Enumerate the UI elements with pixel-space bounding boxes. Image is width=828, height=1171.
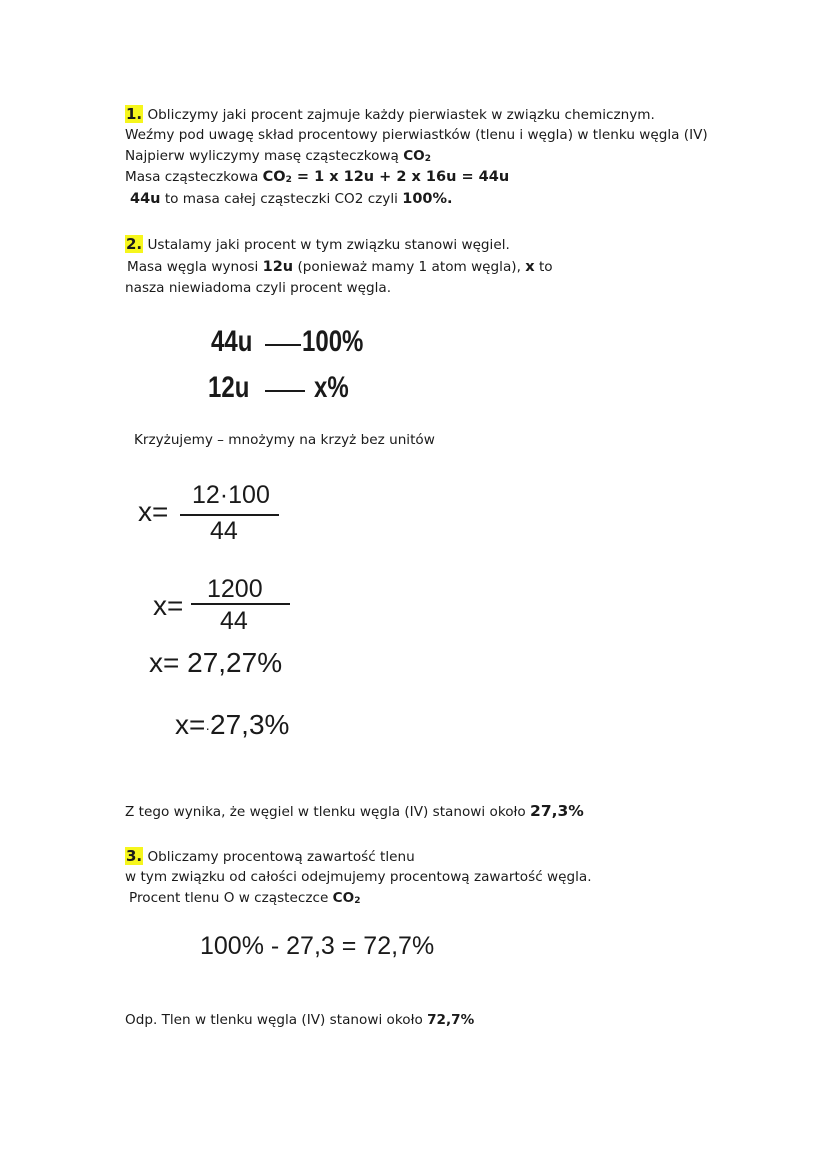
section2-number: 2. (126, 235, 143, 253)
section2-text1: Ustalamy jaki procent w tym związku stanowi węgiel. (147, 237, 510, 253)
proportion-dash1 (265, 344, 301, 346)
section3-line1 (125, 846, 415, 868)
section1-text1: Obliczymy jaki procent zajmuje każdy pierwiastek w związku chemicznym. (147, 107, 655, 123)
section1-line2: Weźmy pod uwagę skład procentowy pierwiastków (tlenu i węgla) w tlenku węgla (IV) (125, 127, 708, 143)
calc2-numerator: 1200 (207, 575, 263, 603)
calc2-denominator: 44 (220, 607, 248, 635)
calc1-lhs: x= (138, 496, 169, 527)
calc1-denominator: 44 (210, 517, 238, 545)
section2-line2 (127, 257, 553, 278)
section3-line3 (129, 888, 360, 912)
conclusion1 (125, 801, 584, 823)
conclusion1-text: Z tego wynika, że węgiel w tlenku węgla (IV) stanowi około (125, 804, 526, 820)
section1-line3-text: Najpierw wyliczymy masę cząsteczkową (125, 148, 399, 164)
molar-mass-formula: $CO_2 = 1$ x 12u + 2 x 16u = 44u (262, 169, 510, 185)
oxygen-percent: 72,7% (427, 1012, 475, 1028)
proportion-44u: 44u (211, 325, 253, 358)
answer-text: Odp. Tlen w tlenku węgla (IV) stanowi około (125, 1012, 423, 1028)
section1-line5 (130, 189, 453, 210)
section2-line2-c: to (538, 259, 553, 275)
unknown-x: x (525, 259, 535, 275)
section3-number: 3. (126, 847, 143, 865)
section1-line5-text: to masa całej cząsteczki CO2 czyli (164, 191, 398, 207)
section3-line2: w tym związku od całości odejmujemy procentową zawartość węgla. (125, 869, 592, 885)
proportion-100: 100% (302, 325, 364, 358)
calc1-fraction-line (180, 514, 279, 516)
section3-line3-text: Procent tlenu O w cząsteczce (129, 890, 329, 906)
calc4-result (175, 709, 289, 741)
section2-line3: nasza niewiadoma czyli procent węgla. (125, 280, 392, 296)
proportion-x: x% (314, 371, 349, 404)
calc2-lhs: x= (153, 590, 184, 621)
calc2-fraction-line (191, 603, 290, 605)
carbon-percent: 27,3% (530, 802, 584, 820)
co2-formula: $CO_2$ (403, 148, 432, 164)
oxygen-equation: 100% - 27,3 = 72,7% (200, 932, 435, 960)
section3-text1: Obliczamy procentową zawartość tlenu (147, 849, 415, 865)
co2-formula-2: $CO_2$ (332, 890, 361, 906)
section2-line2-a: Masa węgla wynosi (127, 259, 259, 275)
proportion-dash2 (265, 390, 305, 392)
proportion-row1 (211, 325, 263, 359)
calc1-numerator: 12·100 (192, 481, 270, 509)
calc3-result: x= 27,27% (149, 647, 283, 678)
calc4-rhs: 27,3% (210, 709, 290, 740)
section2-line1 (125, 234, 510, 256)
section1-line4 (125, 167, 509, 191)
section1-line1 (125, 104, 655, 126)
approx-dot: · (205, 720, 211, 736)
proportion-row2-right (314, 371, 357, 405)
mass-44u: 44u (130, 191, 161, 207)
proportion-row2 (208, 371, 260, 405)
proportion-row1-right (302, 325, 379, 359)
cross-note: Krzyżujemy – mnożymy na krzyż bez unitów (134, 432, 435, 448)
section1-number: 1. (126, 105, 143, 123)
proportion-12u: 12u (208, 371, 250, 404)
section1-line4-text: Masa cząsteczkowa (125, 169, 259, 185)
mass-12u: 12u (262, 259, 294, 275)
section2-line2-b: (ponieważ mamy 1 atom węgla), (297, 259, 521, 275)
calc4-lhs: x= (175, 709, 206, 740)
answer (125, 1010, 474, 1031)
percent-100: 100%. (402, 191, 453, 207)
